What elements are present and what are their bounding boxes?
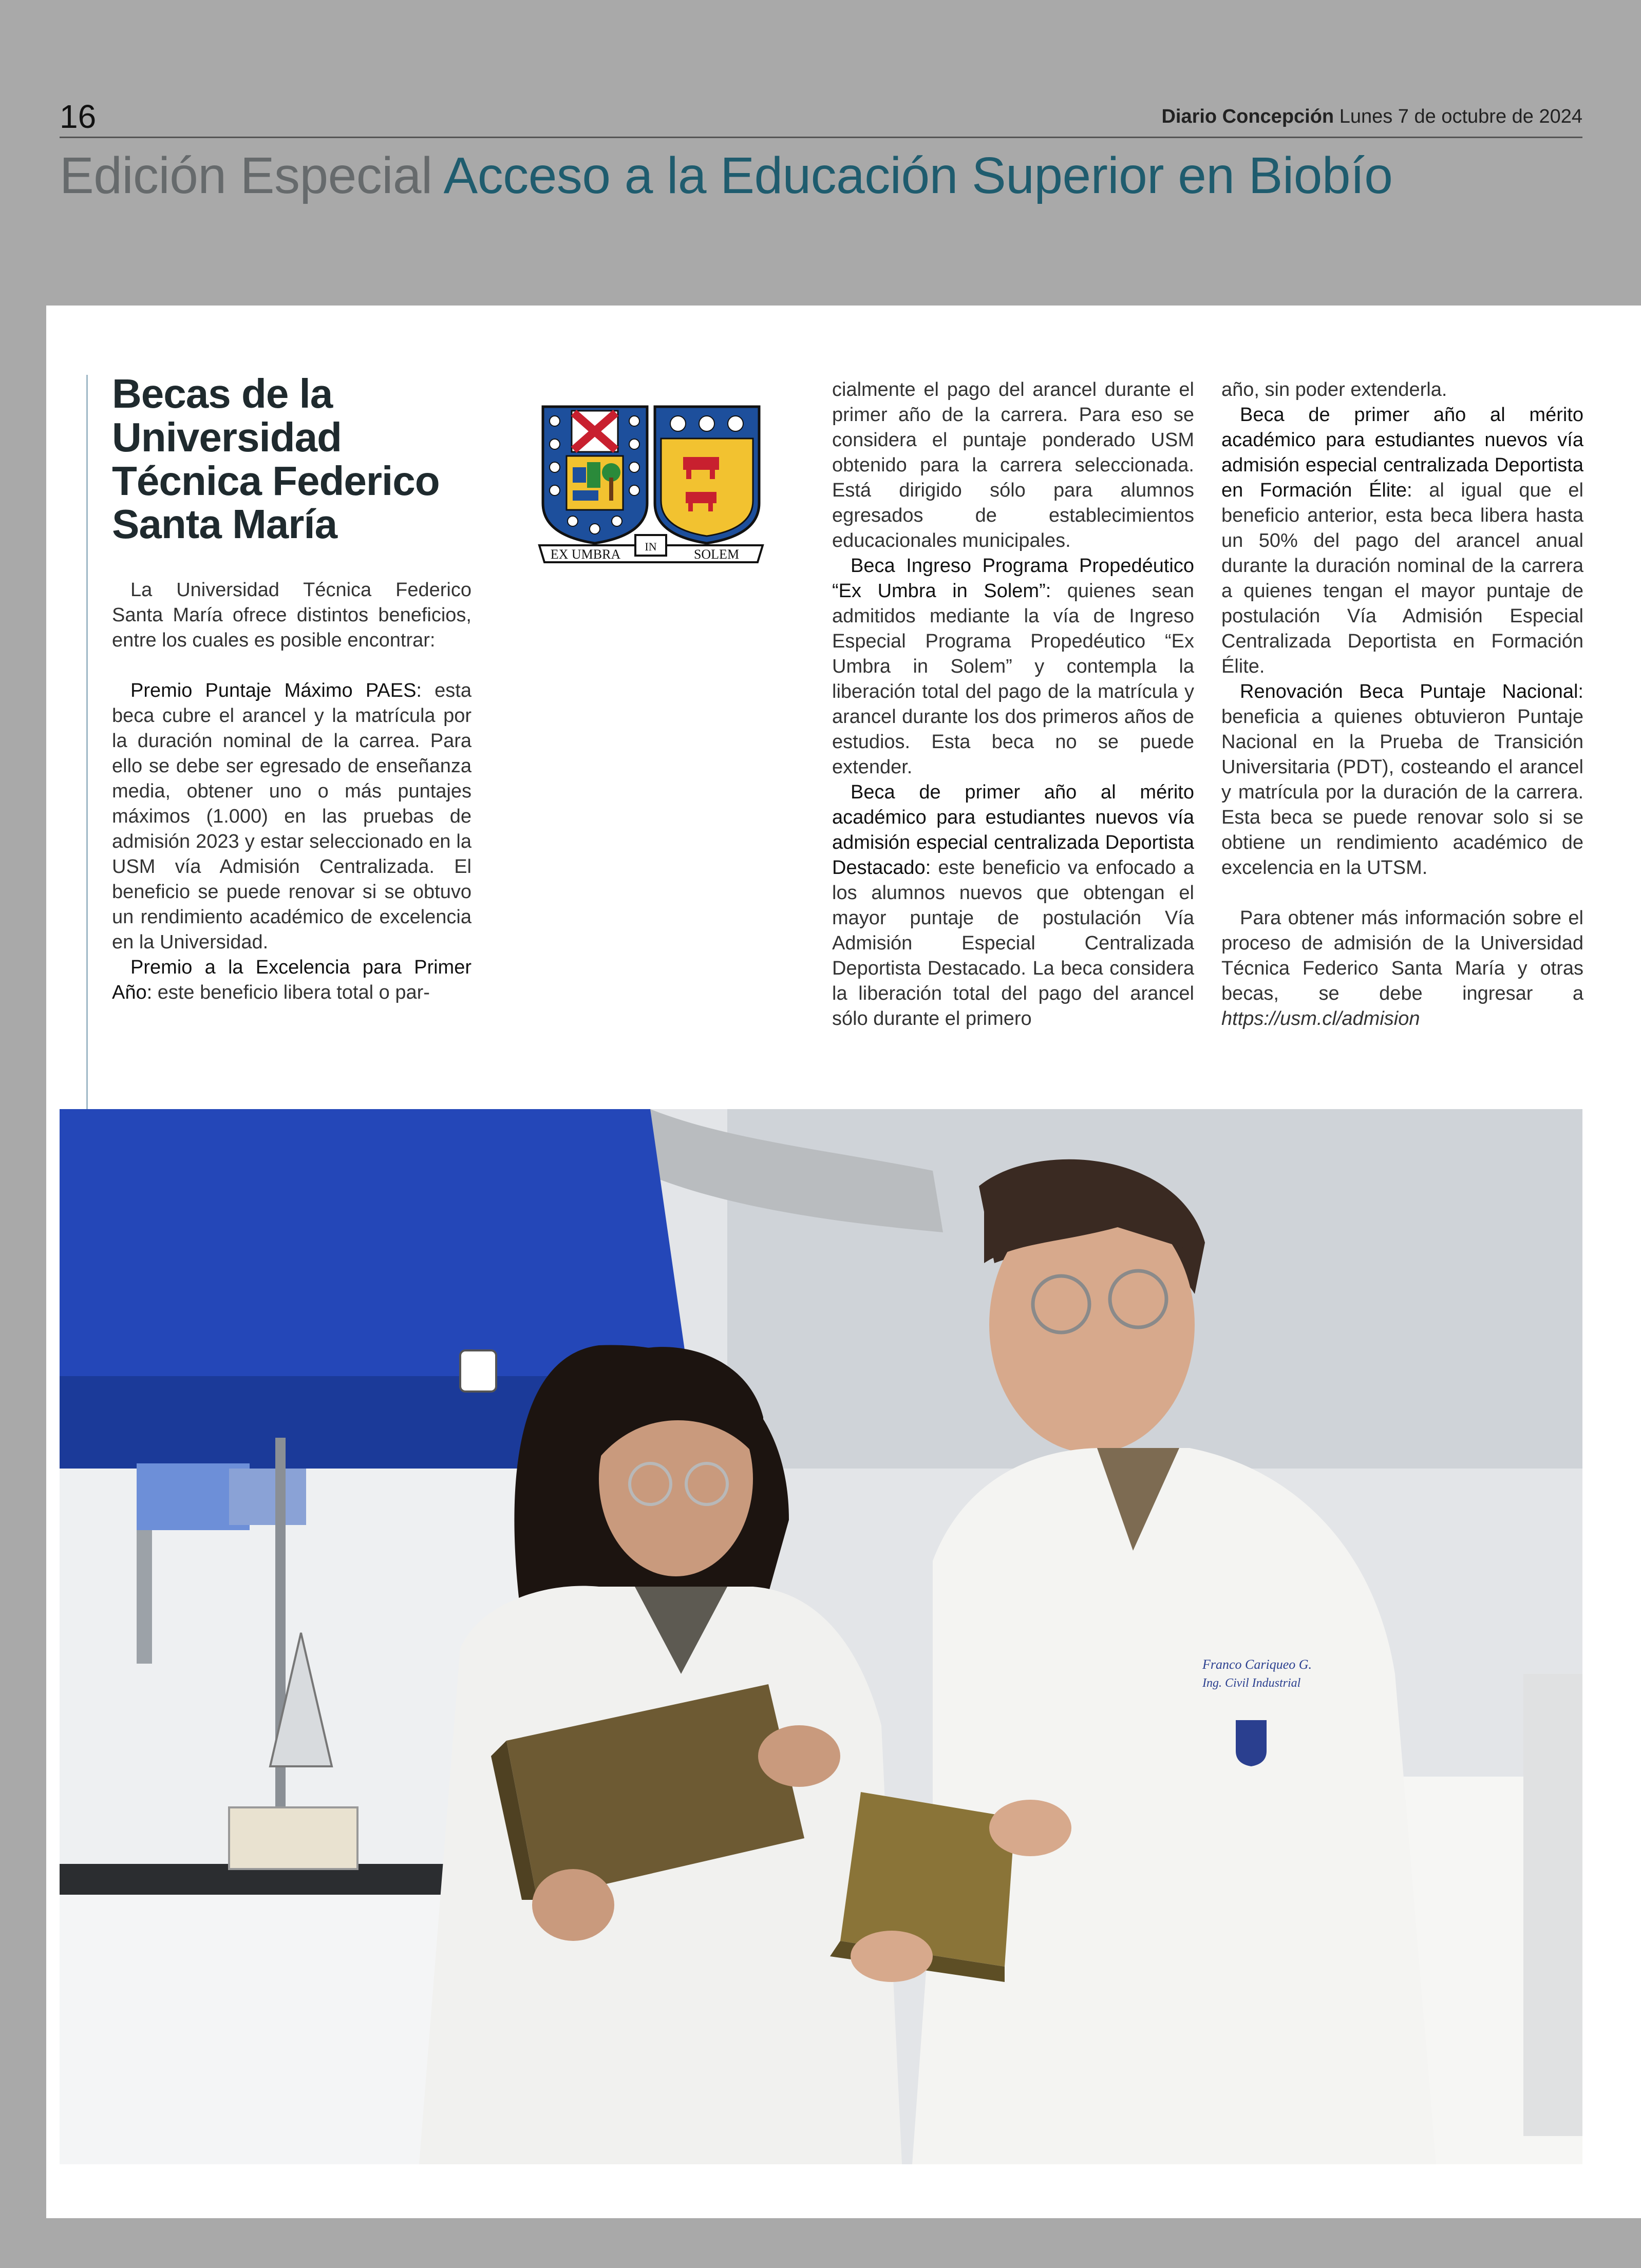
- item-text: esta beca cubre el arancel y la matrícula por la duración nominal de la carrea. Para ello se debe ser egresado de enseñanza media, obtener uno o más puntajes máximos (1.000) en las pruebas de admisión 2023 y estar seleccionado en la USM vía Admisión Centralizada. El beneficio se puede renovar si se obtuvo un rendimiento académico de excelencia en la Universidad.: [112, 680, 471, 953]
- article-headline: Becas de la Universidad Técnica Federico Santa María: [112, 371, 440, 547]
- section-title: [60, 146, 1392, 205]
- issue-date: Lunes 7 de octubre de 2024: [1339, 106, 1582, 127]
- lab-coat-left: [419, 1586, 902, 2165]
- item-text: este beneficio libera total o par-: [157, 982, 430, 1003]
- closing-text: Para obtener más información sobre el proceso de admisión de la Universidad Técnica Federico Santa María y otras becas, se debe ingresar a: [1221, 907, 1583, 1004]
- coat-embroidery-career: Ing. Civil Industrial: [1202, 1676, 1301, 1690]
- article-column-3: [1221, 377, 1583, 1032]
- article-column-2: [832, 377, 1194, 1032]
- column-rule: [86, 375, 88, 1109]
- item-paragraph: [112, 955, 471, 1005]
- usm-coat-of-arms-logo: [537, 401, 765, 570]
- header-rule: [60, 137, 1582, 138]
- timer-device: [460, 1350, 496, 1392]
- item-lead: Beca Ingreso Programa Propedéutico “Ex Umbra in Solem”:: [832, 555, 1194, 602]
- item-text: beneficia a quienes obtuvieron Puntaje Nacional en la Prueba de Transición Universitaria (PDT), costeando el arancel y matrícula por la duración de la carrera. Esta beca se puede renovar solo si se obtiene un rendimiento académico de excelencia en la UTSM.: [1221, 706, 1583, 879]
- left-shield: [543, 407, 647, 543]
- section-topic: Acceso a la Educación Superior en Biobío: [443, 147, 1393, 204]
- newspaper-name: Diario Concepción: [1161, 106, 1334, 127]
- section-label: Edición Especial: [60, 147, 432, 204]
- article-photo: [60, 1109, 1582, 2164]
- item-paragraph: [832, 780, 1194, 1032]
- item-paragraph: [112, 678, 471, 955]
- motto-right: SOLEM: [693, 547, 740, 562]
- item-lead: Beca de primer año al mérito académico para estudiantes nuevos vía admisión especial centralizada Deportista en Formación Élite:: [1221, 404, 1583, 501]
- item-continuation: cialmente el pago del arancel durante el primer año de la carrera. Para eso se considera el puntaje ponderado USM obtenido para la carrera seleccionada. Está dirigido sólo para alumnos egresados de establecimientos educacionales municipales.: [832, 379, 1194, 551]
- item-lead: Renovación Beca Puntaje Nacional:: [1240, 681, 1583, 702]
- coat-embroidery-name: Franco Cariqueo G.: [1202, 1657, 1312, 1672]
- item-text: este beneficio va enfocado a los alumnos nuevos que obtengan el mayor puntaje de postulación Vía Admisión Especial Centralizada Deportista Destacado. La beca considera la liberación total del pago del arancel sólo durante el primero: [832, 857, 1195, 1030]
- page-number: 16: [60, 98, 97, 135]
- closing-paragraph: [1221, 906, 1583, 1032]
- motto-mid: IN: [645, 540, 657, 553]
- stand-rod: [275, 1438, 286, 1838]
- item-lead: Premio a la Excelencia para Primer Año:: [112, 957, 471, 1003]
- lab-photo-illustration: [60, 1109, 1582, 2164]
- admission-link[interactable]: https://usm.cl/admision: [1221, 1008, 1420, 1030]
- item-paragraph: [832, 554, 1194, 780]
- item-continuation: año, sin poder extenderla.: [1221, 379, 1447, 401]
- item-lead: Beca de primer año al mérito académico para estudiantes nuevos vía admisión especial centralizada Deportista Destacado:: [832, 782, 1194, 879]
- intro-paragraph: La Universidad Técnica Federico Santa María ofrece distintos beneficios, entre los cuales es posible encontrar:: [112, 579, 471, 651]
- item-paragraph: [1221, 679, 1583, 881]
- right-shield: [655, 407, 759, 543]
- item-paragraph: [1221, 403, 1583, 679]
- page-header: [60, 98, 1582, 139]
- article-column-1: [112, 578, 471, 1005]
- coat-badge-icon: [1236, 1720, 1267, 1766]
- motto-left: EX UMBRA: [550, 547, 621, 562]
- item-text: al igual que el beneficio anterior, esta beca libera hasta un 50% del pago del arancel anual durante la duración nominal de la carrera a quienes tengan el mayor puntaje de postulación Vía Admisión Especial Centralizada Deportista en Formación Élite.: [1221, 480, 1583, 677]
- item-text: quienes sean admitidos mediante la vía de Ingreso Especial Programa Propedéutico “Ex Umbra in Solem” y contempla la liberación total del pago de la matrícula y arancel durante los dos primeros años de estudios. Esta beca no se puede extender.: [832, 580, 1194, 778]
- masthead: [1161, 106, 1582, 128]
- item-lead: Premio Puntaje Máximo PAES:: [130, 680, 422, 701]
